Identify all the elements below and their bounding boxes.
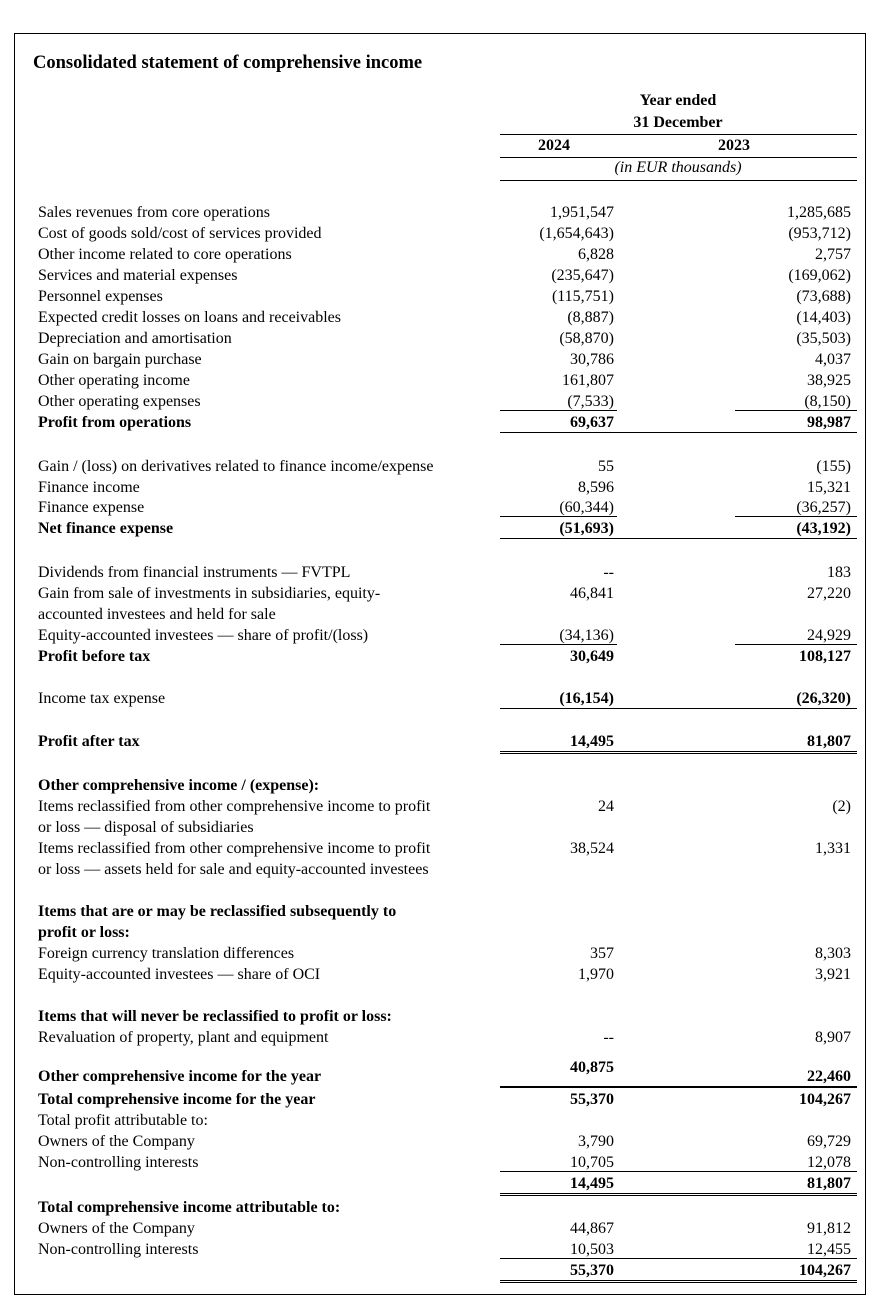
line-item-label: Other income related to core operations [38, 246, 292, 263]
line-item-row [0, 1152, 884, 1173]
line-item-row [0, 1027, 884, 1048]
value-2023: (73,688) [796, 288, 851, 305]
line-item-row [0, 265, 884, 286]
value-2024: 3,790 [578, 1133, 614, 1150]
subtotal-underline [500, 1086, 857, 1088]
subtotal-rule [500, 1171, 857, 1172]
value-2024: 14,495 [570, 733, 614, 750]
value-2023: (35,503) [796, 330, 851, 347]
value-2023: 3,921 [815, 966, 851, 983]
value-2023: 1,331 [815, 840, 851, 857]
line-item-row [0, 796, 884, 817]
line-item-row [0, 223, 884, 244]
value-2023: (155) [816, 458, 851, 475]
line-item-row [0, 1239, 884, 1260]
line-item-row [0, 244, 884, 265]
subtotal-rule [735, 410, 857, 411]
double-underline [500, 751, 857, 754]
value-2024: 55,370 [570, 1091, 614, 1108]
line-item-label: Personnel expenses [38, 288, 163, 305]
line-item-row [0, 370, 884, 391]
value-2024: (115,751) [551, 288, 614, 305]
value-2023: 69,729 [807, 1133, 851, 1150]
value-2024: 6,828 [578, 246, 614, 263]
value-2024: 1,970 [578, 966, 614, 983]
subtotal-rule [500, 1258, 857, 1259]
value-2024: -- [603, 1029, 614, 1046]
value-2023: (953,712) [788, 225, 851, 242]
tax-underline [500, 708, 857, 709]
value-2023: (43,192) [796, 520, 851, 537]
value-2023: (26,320) [796, 690, 851, 707]
value-2024: 14,495 [570, 1175, 614, 1192]
value-2024: 55 [598, 458, 614, 475]
subtotal-rule [735, 516, 857, 517]
header-rule-bottom [500, 180, 857, 181]
value-2023: 1,285,685 [787, 204, 851, 221]
value-2024: (51,693) [559, 520, 614, 537]
section-heading [0, 775, 884, 796]
value-2024: (8,887) [567, 309, 614, 326]
line-item-row [0, 456, 884, 477]
value-2024: 40,875 [570, 1059, 614, 1076]
line-item-row [0, 1131, 884, 1152]
line-item-label: Equity-accounted investees — share of OCI [38, 966, 321, 983]
period-heading-line1: Year ended [639, 92, 717, 109]
section-heading [0, 922, 884, 943]
value-2023: 24,929 [807, 627, 851, 644]
line-item-label: Non-controlling interests [38, 1241, 199, 1258]
value-2024: (7,533) [567, 393, 614, 410]
line-item-row [0, 688, 884, 709]
subtotal-row [0, 412, 884, 433]
value-2023: 183 [827, 564, 851, 581]
value-2024: 38,524 [570, 840, 614, 857]
line-item-label: Income tax expense [38, 690, 166, 707]
subtotal-row [0, 518, 884, 539]
value-2023: 2,757 [815, 246, 851, 263]
line-item-label: Profit before tax [38, 648, 151, 665]
value-2024: 10,503 [570, 1241, 614, 1258]
line-item-row [0, 838, 884, 859]
double-underline [500, 1193, 857, 1196]
line-item-row [0, 604, 884, 625]
value-2023: 12,455 [807, 1241, 851, 1258]
line-item-row [0, 328, 884, 349]
subtotal-row [0, 646, 884, 667]
value-2024: 46,841 [570, 585, 614, 602]
line-item-row [0, 943, 884, 964]
value-2023: (169,062) [788, 267, 851, 284]
column-header-2023: 2023 [718, 137, 750, 154]
line-item-label: Dividends from financial instruments — FVTPL [38, 564, 351, 581]
value-2024: 161,807 [562, 372, 614, 389]
line-item-label: Expected credit losses on loans and receivables [38, 309, 341, 326]
value-2024: 357 [590, 945, 614, 962]
value-2024: 44,867 [570, 1220, 614, 1237]
value-2024: 10,705 [570, 1154, 614, 1171]
line-item-label: Other comprehensive income / (expense): [38, 777, 320, 794]
subtotal-underline [500, 538, 857, 539]
value-2024: (34,136) [559, 627, 614, 644]
line-item-row [0, 202, 884, 223]
column-header-2024: 2024 [538, 137, 570, 154]
line-item-row [0, 286, 884, 307]
statement-title: Consolidated statement of comprehensive income [33, 53, 423, 73]
line-item-label: Profit after tax [38, 733, 140, 750]
line-item-label: Gain / (loss) on derivatives related to finance income/expense [38, 458, 434, 475]
line-item-label: Owners of the Company [38, 1133, 195, 1150]
line-item-label: Finance expense [38, 499, 145, 516]
value-2023: 22,460 [807, 1068, 851, 1085]
line-item-label: Other operating income [38, 372, 190, 389]
line-item-row [0, 964, 884, 985]
line-item-label: Items that will never be reclassified to profit or loss: [38, 1008, 392, 1025]
value-2023: (2) [832, 798, 851, 815]
line-item-label: Gain on bargain purchase [38, 351, 202, 368]
subtotal-rule [500, 410, 617, 411]
line-item-label: Services and material expenses [38, 267, 238, 284]
subtotal-row [0, 1089, 884, 1110]
line-item-label: Total profit attributable to: [38, 1112, 208, 1129]
line-item-label: Gain from sale of investments in subsidiaries, equity- [38, 585, 381, 602]
section-heading [0, 901, 884, 922]
value-2023: 4,037 [815, 351, 851, 368]
value-2023: 98,987 [807, 414, 851, 431]
value-2023: 8,303 [815, 945, 851, 962]
subtotal-rule [500, 644, 617, 645]
line-item-label: Owners of the Company [38, 1220, 195, 1237]
value-2024: (60,344) [559, 499, 614, 516]
value-2024: 1,951,547 [550, 204, 614, 221]
value-2024: 30,786 [570, 351, 614, 368]
value-2023: 15,321 [807, 479, 851, 496]
value-2024: 55,370 [570, 1262, 614, 1279]
line-item-row [0, 307, 884, 328]
line-item-label: profit or loss: [38, 924, 130, 941]
line-item-label: Total comprehensive income for the year [38, 1091, 316, 1108]
value-2023: 81,807 [807, 1175, 851, 1192]
line-item-label: Other comprehensive income for the year [38, 1068, 322, 1085]
value-2023: 8,907 [815, 1029, 851, 1046]
value-2023: 104,267 [799, 1091, 851, 1108]
line-item-label: Net finance expense [38, 520, 174, 537]
value-2024: 8,596 [578, 479, 614, 496]
line-item-label: Other operating expenses [38, 393, 201, 410]
subtotal-row [0, 1173, 884, 1194]
value-2023: 108,127 [799, 648, 851, 665]
line-item-row [0, 1218, 884, 1239]
value-2023: (8,150) [804, 393, 851, 410]
value-2023: 12,078 [807, 1154, 851, 1171]
value-2024: (58,870) [559, 330, 614, 347]
value-2023: 81,807 [807, 733, 851, 750]
value-2023: 104,267 [799, 1262, 851, 1279]
value-2024: -- [603, 564, 614, 581]
line-item-label: Items reclassified from other comprehensive income to profit [38, 840, 431, 857]
subtotal-row [0, 731, 884, 752]
line-item-row [0, 477, 884, 498]
value-2024: 24 [598, 798, 614, 815]
line-item-label: Equity-accounted investees — share of profit/(loss) [38, 627, 369, 644]
double-underline [500, 1280, 857, 1283]
header-rule-top [500, 134, 857, 135]
header-rule-middle [500, 157, 857, 158]
subtotal-rule [735, 644, 857, 645]
value-2024: 69,637 [570, 414, 614, 431]
line-item-row [0, 497, 884, 518]
line-item-row [0, 583, 884, 604]
value-2023: 91,812 [807, 1220, 851, 1237]
line-item-label: accounted investees and held for sale [38, 606, 276, 623]
value-2024: (16,154) [559, 690, 614, 707]
line-item-row [0, 859, 884, 880]
line-item-label: Profit from operations [38, 414, 192, 431]
section-heading [0, 1006, 884, 1027]
line-item-row [0, 349, 884, 370]
line-item-label: Depreciation and amortisation [38, 330, 232, 347]
subtotal-rule [500, 516, 617, 517]
line-item-row [0, 1110, 884, 1131]
line-item-row [0, 391, 884, 412]
value-2024: (1,654,643) [539, 225, 614, 242]
line-item-label: Cost of goods sold/cost of services provided [38, 225, 322, 242]
line-item-label: Sales revenues from core operations [38, 204, 270, 221]
value-2023: (14,403) [796, 309, 851, 326]
subtotal-row [0, 1059, 884, 1087]
units-note: (in EUR thousands) [614, 159, 742, 176]
line-item-label: Non-controlling interests [38, 1154, 199, 1171]
value-2024: (235,647) [551, 267, 614, 284]
line-item-row [0, 562, 884, 583]
line-item-row [0, 817, 884, 838]
value-2023: 27,220 [807, 585, 851, 602]
subtotal-row [0, 1260, 884, 1281]
line-item-label: Items that are or may be reclassified subsequently to [38, 903, 397, 920]
line-item-label: Finance income [38, 479, 140, 496]
line-item-label: Foreign currency translation differences [38, 945, 295, 962]
value-2023: (36,257) [796, 499, 851, 516]
line-item-label: Items reclassified from other comprehensive income to profit [38, 798, 431, 815]
value-2024: 30,649 [570, 648, 614, 665]
line-item-label: or loss — disposal of subsidiaries [38, 819, 254, 836]
period-heading-line2: 31 December [633, 114, 723, 131]
line-item-label: Revaluation of property, plant and equipment [38, 1029, 329, 1046]
line-item-row [0, 625, 884, 646]
section-heading [0, 1197, 884, 1218]
subtotal-underline [500, 432, 857, 433]
line-item-label: or loss — assets held for sale and equity-accounted investees [38, 861, 429, 878]
line-item-label: Total comprehensive income attributable to: [38, 1199, 341, 1216]
value-2023: 38,925 [807, 372, 851, 389]
